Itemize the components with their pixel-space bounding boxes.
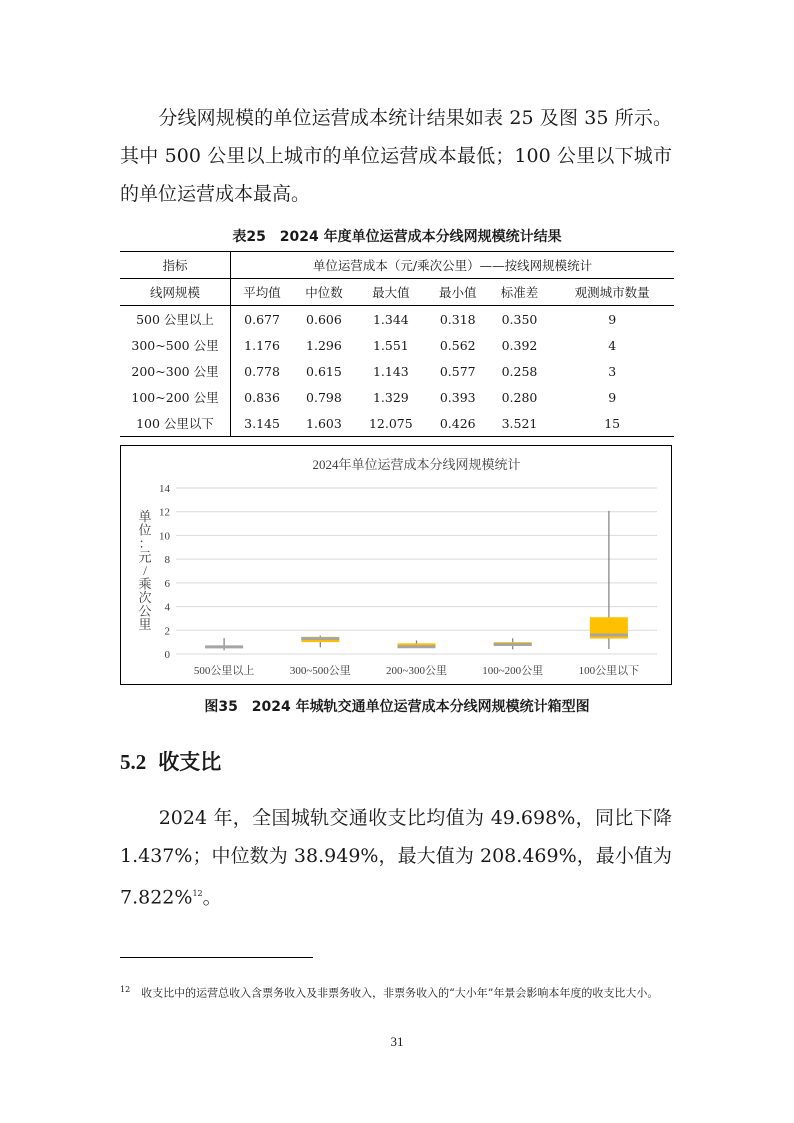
header-span: 单位运营成本（元/乘次公里）——按线网规模统计 [231, 252, 675, 279]
table-cell: 0.562 [439, 337, 476, 353]
table-cell: 500 公里以上 [120, 306, 231, 333]
table-cell: 300~500 公里 [120, 332, 231, 358]
x-tick-label: 100公里以下 [578, 665, 640, 677]
x-tick-label: 100~200公里 [482, 665, 544, 677]
footnote-divider [120, 957, 313, 958]
table-cell: 0.258 [501, 363, 538, 379]
table-cell: 0.318 [439, 311, 476, 327]
table-header-row-2 [120, 279, 674, 306]
box-plot-chart [120, 445, 672, 685]
y-tick-label: 2 [164, 625, 170, 638]
table-header-row-1 [120, 252, 674, 279]
table-cell: 0.677 [244, 311, 280, 327]
col-header: 观测城市数量 [550, 279, 674, 306]
table-cell: 0.836 [244, 389, 280, 405]
intro-paragraph [120, 99, 672, 213]
table-cell: 0.606 [306, 311, 342, 327]
section-number: 5.2 [120, 750, 147, 774]
col-header: 最大值 [355, 279, 427, 306]
chart-title: 2024年单位运营成本分线网规模统计 [312, 457, 521, 472]
section-title: 收支比 [158, 749, 222, 774]
table-cell: 4 [608, 337, 617, 353]
col-header: 最小值 [427, 279, 489, 306]
col-header: 中位数 [293, 279, 355, 306]
header-indicator: 指标 [120, 252, 231, 279]
footnote-marker: 12 [120, 985, 131, 994]
body-line-2: 1.437%；中位数为 38.949%，最大值为 208.469%，最小值为 [120, 845, 672, 867]
footnote [120, 979, 672, 1005]
intro-line-2: 其中 500 公里以上城市的单位运营成本最低；100 公里以下城市 [120, 145, 672, 167]
table-cell: 1.296 [306, 337, 342, 353]
body-last-line: 7.822% [120, 886, 193, 909]
y-axis-label: 单位：元/乘次公里 [138, 509, 152, 632]
col-header: 平均值 [231, 279, 294, 306]
box-plot-svg [121, 446, 671, 684]
body-line-1: 2024 年，全国城轨交通收支比均值为 49.698%，同比下降 [120, 807, 672, 829]
table-cell: 100 公里以下 [120, 410, 231, 437]
y-tick-label: 8 [164, 554, 170, 567]
table-cell: 200~300 公里 [120, 358, 231, 384]
table-cell: 9 [608, 311, 617, 327]
footnote-text: 收支比中的运营总收入含票务收入及非票务收入，非票务收入的“大小年”年景会影响本年度的收支比大小。 [130, 986, 659, 1000]
table-row [120, 358, 674, 384]
table-cell: 1.176 [244, 337, 280, 353]
col-header: 线网规模 [120, 279, 231, 306]
table-cell: 1.603 [293, 410, 355, 437]
table-cell: 0.426 [427, 410, 489, 437]
page-number: 31 [390, 1034, 404, 1049]
table-cell: 0.778 [244, 363, 280, 379]
section-heading [120, 746, 221, 776]
statistics-table [120, 251, 674, 437]
table-cell: 12.075 [355, 410, 427, 437]
table-cell: 100~200 公里 [120, 384, 231, 410]
table-cell: 3 [608, 363, 617, 379]
body-last-tail: 。 [202, 886, 222, 909]
table-cell: 0.280 [501, 389, 538, 405]
table-cell: 1.344 [372, 311, 409, 327]
x-tick-label: 300~500公里 [289, 665, 351, 677]
table-cell: 3.521 [489, 410, 551, 437]
table-row [120, 306, 674, 333]
table-cell: 0.615 [306, 363, 342, 379]
intro-line-3: 的单位运营成本最高。 [120, 183, 311, 205]
y-tick-label: 12 [159, 506, 170, 519]
intro-line-1: 分线网规模的单位运营成本统计结果如表 25 及图 35 所示。 [120, 107, 672, 129]
body-line-3 [120, 875, 672, 916]
y-tick-label: 14 [159, 483, 170, 495]
y-tick-label: 0 [164, 649, 170, 661]
table-cell: 0.392 [501, 337, 538, 353]
table-row [120, 332, 674, 358]
y-tick-label: 6 [164, 577, 170, 590]
table-cell: 0.393 [439, 389, 476, 405]
table-cell: 1.143 [372, 363, 409, 379]
y-tick-label: 4 [164, 601, 170, 614]
table-cell: 0.350 [501, 311, 538, 327]
table-cell: 15 [550, 410, 674, 437]
table-cell: 1.551 [372, 337, 409, 353]
y-tick-label: 10 [159, 530, 170, 543]
x-tick-label: 200~300公里 [386, 665, 447, 677]
table-cell: 9 [608, 389, 617, 405]
figure-caption: 图35 2024 年城轨交通单位运营成本分线网规模统计箱型图 [204, 699, 590, 715]
footnote-reference: 12 [192, 889, 203, 898]
col-header: 标准差 [489, 279, 551, 306]
table-row [120, 384, 674, 410]
table-caption: 表25 2024 年度单位运营成本分线网规模统计结果 [232, 229, 562, 245]
table-cell: 0.798 [306, 389, 342, 405]
body-paragraph [120, 799, 672, 916]
table-cell: 3.145 [231, 410, 294, 437]
table-row [120, 410, 674, 437]
x-tick-label: 500公里以上 [193, 665, 255, 677]
table-cell: 0.577 [439, 363, 476, 379]
table-cell: 1.329 [372, 389, 409, 405]
